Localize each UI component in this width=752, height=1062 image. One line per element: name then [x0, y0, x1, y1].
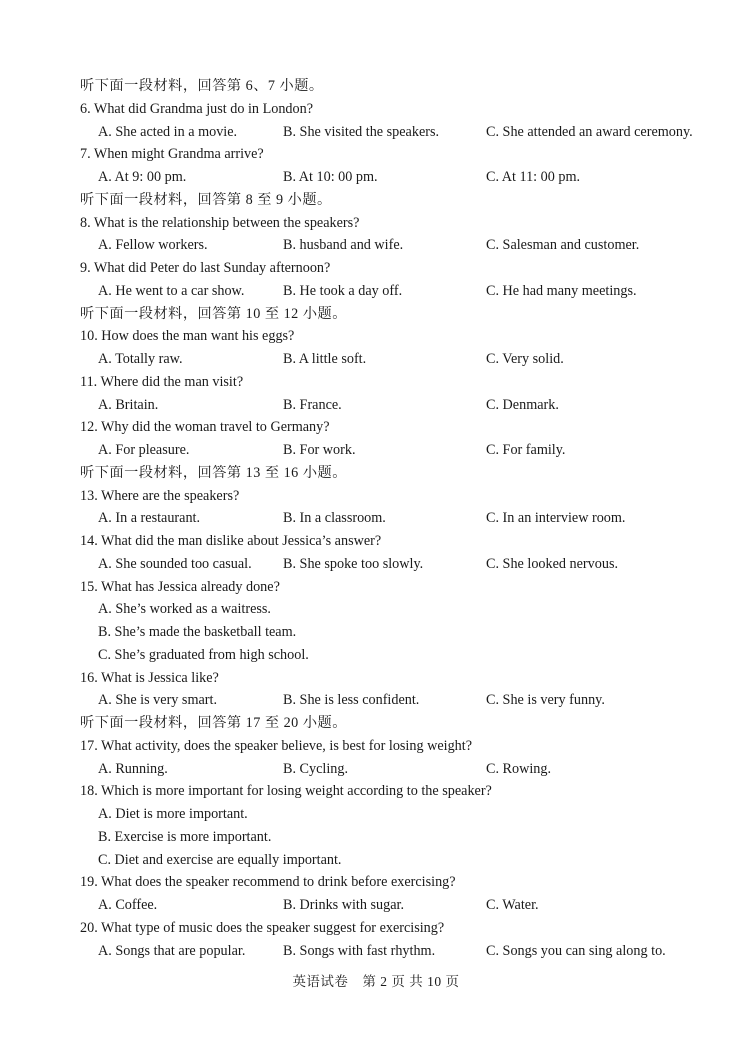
answer-option-a: A. Britain. — [98, 396, 159, 413]
question-stem: 14. What did the man dislike about Jessica’s answer? — [80, 533, 382, 549]
question-stem: 9. What did Peter do last Sunday afternoon? — [80, 260, 331, 276]
answer-option-c: C. He had many meetings. — [486, 282, 637, 299]
answer-option-a: A. Songs that are popular. — [98, 942, 246, 959]
section-instruction: 听下面一段材料，回答第 8 至 9 小题。 — [80, 191, 332, 208]
answer-option-b: B. France. — [283, 396, 342, 413]
answer-option-a: A. At 9: 00 pm. — [98, 169, 187, 185]
question-stem: 8. What is the relationship between the speakers? — [80, 214, 360, 231]
answer-option-a: A. In a restaurant. — [98, 510, 201, 527]
answer-option-a: A. He went to a car show. — [98, 282, 245, 299]
answer-option-b: B. Drinks with sugar. — [283, 897, 404, 913]
answer-option-a: A. For pleasure. — [98, 442, 190, 458]
section-instruction: 听下面一段材料，回答第 10 至 12 小题。 — [80, 305, 347, 322]
answer-options-row — [80, 507, 730, 529]
answer-options-row — [80, 234, 730, 256]
answer-option: C. Diet and exercise are equally important. — [98, 851, 342, 868]
answer-option: A. She’s worked as a waitress. — [98, 601, 271, 618]
question-stem: 20. What type of music does the speaker suggest for exercising? — [80, 919, 445, 936]
answer-option-a: A. She is very smart. — [98, 692, 218, 709]
answer-option-c: C. For family. — [486, 442, 566, 458]
answer-option-b: B. A little soft. — [283, 351, 367, 367]
page-footer: 英语试卷 第 2 页 共 10 页 — [292, 974, 460, 989]
question-stem: 6. What did Grandma just do in London? — [80, 100, 314, 117]
question-stem: 10. How does the man want his eggs? — [80, 328, 295, 345]
answer-option: A. Diet is more important. — [98, 806, 248, 822]
answer-option-c: C. At 11: 00 pm. — [486, 169, 581, 185]
answer-option-c: C. She is very funny. — [486, 692, 605, 709]
answer-options-row — [80, 553, 730, 575]
answer-option-b: B. Songs with fast rhythm. — [283, 942, 436, 959]
answer-options-row — [80, 758, 730, 780]
answer-options-row — [80, 394, 730, 416]
answer-option-a: A. Totally raw. — [98, 351, 183, 367]
section-instruction: 听下面一段材料，回答第 17 至 20 小题。 — [80, 715, 347, 731]
answer-option-a: A. Coffee. — [98, 897, 158, 913]
answer-option-a: A. She acted in a movie. — [98, 123, 238, 140]
answer-option-b: B. He took a day off. — [283, 282, 403, 299]
answer-options-row — [80, 689, 730, 711]
answer-option-c: C. Rowing. — [486, 760, 552, 777]
answer-option-a: A. She sounded too casual. — [98, 555, 252, 572]
answer-option-c: C. In an interview room. — [486, 510, 626, 527]
answer-option-a: A. Fellow workers. — [98, 237, 208, 254]
answer-option-b: B. husband and wife. — [283, 237, 404, 254]
answer-option-c: C. Songs you can sing along to. — [486, 942, 666, 959]
answer-option-c: C. Denmark. — [486, 396, 559, 413]
answer-option-b: B. At 10: 00 pm. — [283, 169, 378, 185]
answer-options-row — [80, 348, 730, 370]
question-stem: 16. What is Jessica like? — [80, 669, 219, 686]
section-instruction: 听下面一段材料，回答第 6、7 小题。 — [80, 78, 324, 94]
answer-option-b: B. She visited the speakers. — [283, 123, 440, 140]
question-stem: 17. What activity, does the speaker believe, is best for losing weight? — [80, 737, 473, 754]
answer-options-row — [80, 166, 730, 188]
answer-option-c: C. Very solid. — [486, 351, 564, 367]
answer-option-b: B. For work. — [283, 442, 356, 458]
answer-options-row — [80, 439, 730, 461]
answer-option-c: C. She attended an award ceremony. — [486, 123, 693, 140]
answer-option: C. She’s graduated from high school. — [98, 646, 309, 663]
answer-options-row — [80, 894, 730, 916]
answer-option-b: B. She spoke too slowly. — [283, 555, 424, 572]
answer-option-b: B. She is less confident. — [283, 692, 420, 709]
question-stem: 12. Why did the woman travel to Germany? — [80, 419, 330, 436]
answer-options-row — [80, 940, 730, 962]
answer-options-row — [80, 280, 730, 302]
question-stem: 11. Where did the man visit? — [80, 373, 244, 390]
question-stem: 7. When might Grandma arrive? — [80, 146, 264, 163]
question-stem: 19. What does the speaker recommend to drink before exercising? — [80, 874, 456, 891]
answer-option-b: B. Cycling. — [283, 760, 349, 777]
answer-option-c: C. She looked nervous. — [486, 555, 619, 572]
answer-option-b: B. In a classroom. — [283, 510, 386, 527]
question-stem: 18. Which is more important for losing weight according to the speaker? — [80, 783, 492, 800]
answer-option-a: A. Running. — [98, 760, 168, 777]
answer-option-c: C. Salesman and customer. — [486, 237, 640, 254]
section-instruction: 听下面一段材料，回答第 13 至 16 小题。 — [80, 464, 347, 481]
question-stem: 13. Where are the speakers? — [80, 487, 240, 504]
answer-option: B. She’s made the basketball team. — [98, 624, 297, 640]
answer-options-row — [80, 121, 730, 143]
question-stem: 15. What has Jessica already done? — [80, 578, 280, 595]
answer-option-c: C. Water. — [486, 897, 539, 913]
answer-option: B. Exercise is more important. — [98, 828, 272, 845]
